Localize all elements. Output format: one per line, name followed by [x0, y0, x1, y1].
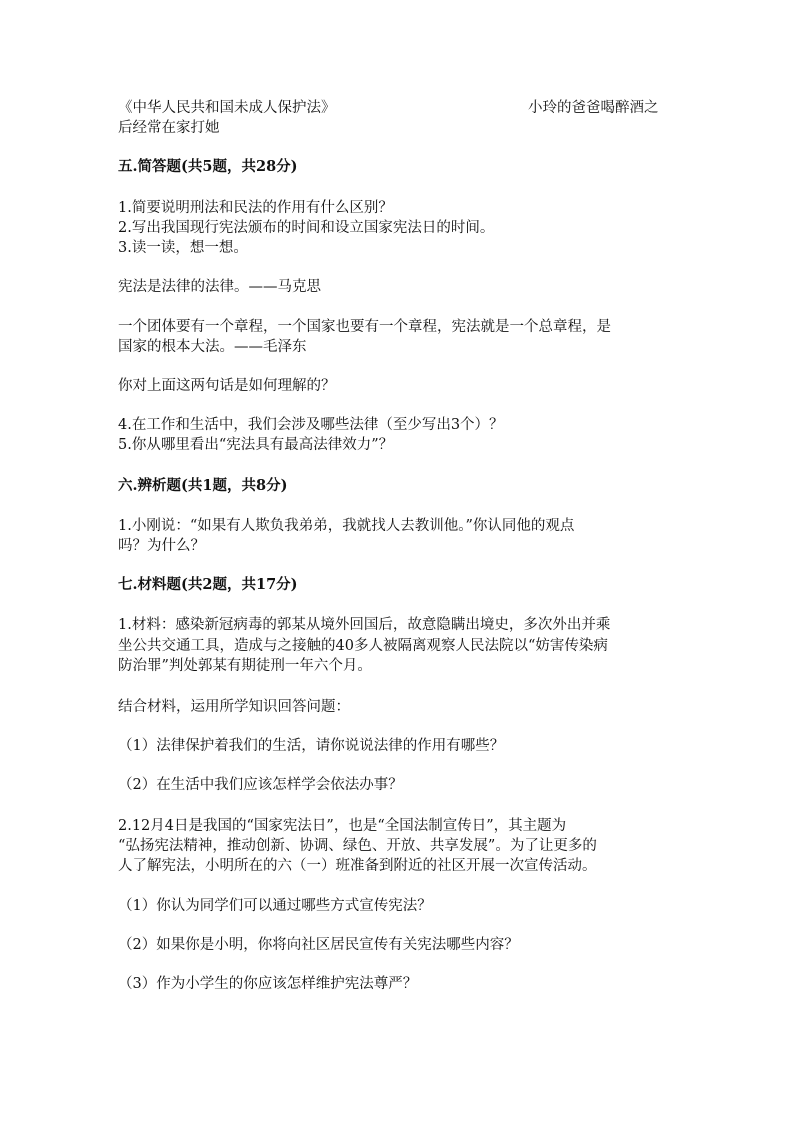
section6-heading: 六.辨析题(共1题，共8分)	[118, 477, 288, 494]
section5-q1: 1.简要说明刑法和民法的作用有什么区别？	[118, 200, 393, 216]
section7-m1-line3: 防治罪”判处郭某有期徒刑一年六个月。	[118, 658, 372, 674]
section5-q4: 4.在工作和生活中，我们会涉及哪些法律（至少写出3个）？	[118, 417, 504, 433]
section5-q3-ask: 你对上面这两句话是如何理解的？	[118, 378, 336, 394]
section7-m2-line2: “弘扬宪法精神，推动创新、协调、绿色、开放、共享发展”。为了让更多的	[118, 838, 597, 854]
case-text-part1: 小玲的爸爸喝醉酒之	[528, 100, 659, 116]
section5-q5: 5.你从哪里看出“宪法具有最高法律效力”？	[118, 437, 394, 453]
section7-m2-line1: 2.12月4日是我国的“国家宪法日”，也是“全国法制宣传日”，其主题为	[118, 818, 567, 834]
section7-m1-sub1: （1）法律保护着我们的生活，请你说说法律的作用有哪些？	[118, 738, 505, 754]
section7-m1-prompt: 结合材料，运用所学知识回答问题：	[118, 699, 350, 715]
section7-m2-sub1: （1）你认为同学们可以通过哪些方式宣传宪法？	[118, 898, 432, 914]
section7-m2-sub3: （3）作为小学生的你应该怎样维护宪法尊严？	[118, 976, 418, 992]
section5-quote1: 宪法是法律的法律。——马克思	[118, 279, 321, 295]
section7-m2-line3: 人了解宪法，小明所在的六（一）班准备到附近的社区开展一次宣传活动。	[118, 858, 597, 874]
case-text-part2: 后经常在家打她	[118, 120, 220, 136]
section6-q1-line1: 1.小刚说：“如果有人欺负我弟弟，我就找人去教训他。”你认同他的观点	[118, 518, 575, 534]
section7-m1-sub2: （2）在生活中我们应该怎样学会依法办事？	[118, 777, 403, 793]
section6-q1-line2: 吗？为什么？	[118, 538, 205, 554]
section5-quote2-line2: 国家的根本大法。——毛泽东	[118, 339, 307, 355]
law-title: 《中华人民共和国未成人保护法》	[118, 100, 336, 116]
section5-quote2-line1: 一个团体要有一个章程，一个国家也要有一个章程，宪法就是一个总章程，是	[118, 319, 611, 335]
section7-m1-line2: 坐公共交通工具，造成与之接触的40多人被隔离观察人民法院以“妨害传染病	[118, 638, 608, 654]
section7-heading: 七.材料题(共2题，共17分)	[118, 576, 298, 593]
section5-heading: 五.简答题(共5题，共28分)	[118, 158, 298, 175]
section7-m2-sub2: （2）如果你是小明，你将向社区居民宣传有关宪法哪些内容？	[118, 937, 519, 953]
section5-q2: 2.写出我国现行宪法颁布的时间和设立国家宪法日的时间。	[118, 220, 495, 236]
section7-m1-line1: 1.材料：感染新冠病毒的郭某从境外回国后，故意隐瞒出境史，多次外出并乘	[118, 617, 611, 633]
section5-q3: 3.读一读，想一想。	[118, 240, 248, 256]
